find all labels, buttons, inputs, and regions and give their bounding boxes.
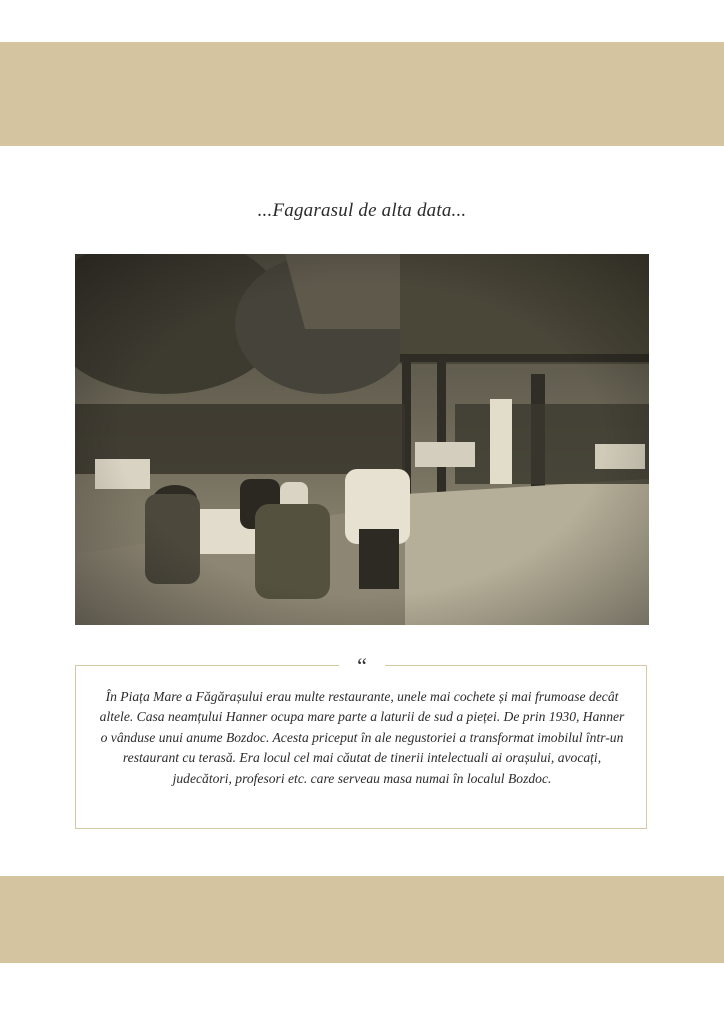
quote-mark: “ bbox=[339, 655, 385, 677]
historic-photo bbox=[75, 254, 649, 625]
page-title: ...Fagarasul de alta data... bbox=[257, 200, 467, 221]
quote-text: În Piața Mare a Făgărașului erau multe restaurante, unele mai cochete și mai frumoase decât altele. Casa neamțului Hanner ocupa mare parte a laturii de sud a pieței. De prin 1930, Hanner o vânduse unui anume Bozdoc. Acesta priceput în ale negustoriei a transformat imobilul într-un restaurant cu terasă. Era locul cel mai căutat de tinerii intelectuali ai orașului, avocați, judecători, profesori etc. care serveau masa numai în localul Bozdoc. bbox=[99, 689, 625, 786]
footer-band bbox=[0, 876, 724, 963]
header-band bbox=[0, 42, 724, 146]
